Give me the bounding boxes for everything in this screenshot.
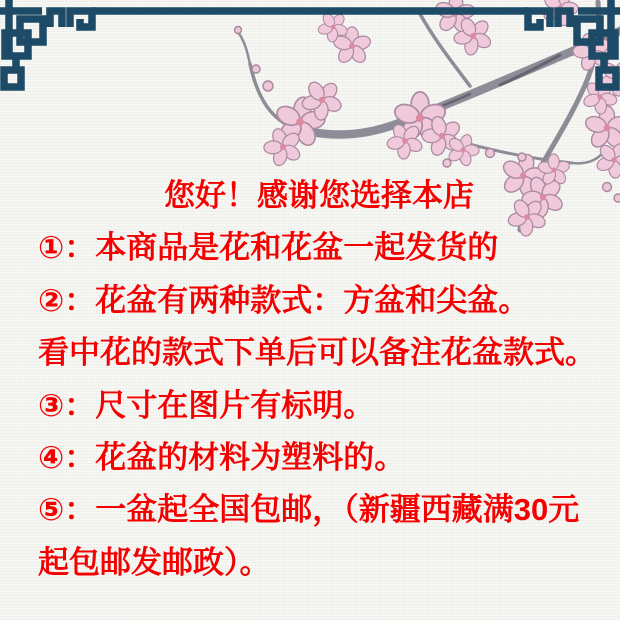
greeting-title: 您好！感谢您选择本店: [164, 178, 474, 213]
notice-lines: [38, 222, 600, 589]
notice-line: ①：本商品是花和花盆一起发货的: [38, 230, 499, 266]
fret-corner-right: [528, 0, 620, 87]
notice-line: 看中花的款式下单后可以备注花盆款式。: [38, 335, 596, 371]
notice-line: ②：花盆有两种款式：方盆和尖盆。: [38, 282, 530, 318]
notice-line: 起包邮发邮政）。: [38, 544, 271, 580]
chinese-fret-border-icon: [0, 0, 620, 130]
notice-line: ⑤：一盆起全国包邮，（新疆西藏满30元: [38, 492, 580, 528]
fret-corner-left: [0, 0, 92, 87]
notice-line: ③：尺寸在图片有标明。: [38, 387, 375, 423]
notice-line: ④：花盆的材料为塑料的。: [38, 440, 406, 476]
notice-text-block: [38, 170, 600, 589]
